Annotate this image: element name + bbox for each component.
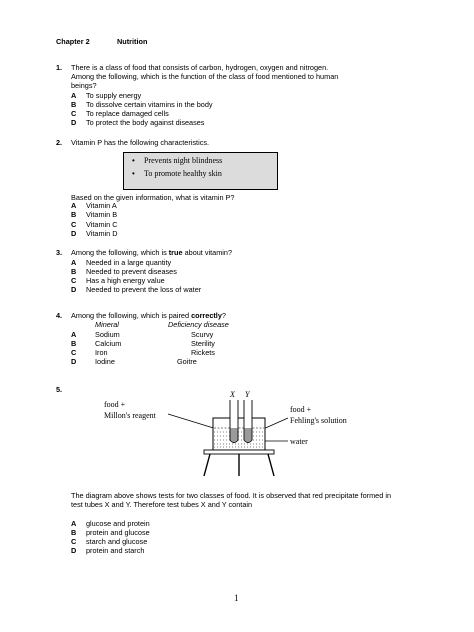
chapter-topic: Nutrition: [117, 37, 148, 46]
q1-option-letter: D: [71, 118, 77, 127]
column-header-mineral: Mineral: [95, 320, 119, 329]
q5-option-letter: B: [71, 528, 77, 537]
q1-option-letter: B: [71, 100, 77, 109]
q4-stem-text: Among the following, which is paired: [71, 311, 192, 320]
label-tube-y: Y: [245, 390, 250, 399]
question-number-3: 3.: [56, 248, 63, 257]
q4-mineral: Iron: [95, 348, 108, 357]
q4-option-letter: B: [71, 339, 77, 348]
q2-option-text: Vitamin A: [86, 201, 117, 210]
test-tube-y: [244, 400, 252, 443]
q4-disease: Rickets: [191, 348, 215, 357]
q2-option-text: Vitamin B: [86, 210, 118, 219]
question-number-5: 5.: [56, 385, 63, 394]
q2-question: Based on the given information, what is vitamin P?: [71, 193, 235, 202]
q5-option-text: protein and starch: [86, 546, 145, 555]
q5-option-letter: C: [71, 537, 77, 546]
q1-option-text: To replace damaged cells: [86, 109, 169, 118]
q4-disease: Goitre: [177, 357, 197, 366]
label-tube-x: X: [230, 390, 235, 399]
bullet-icon: •: [132, 169, 135, 178]
q3-option-letter: D: [71, 285, 77, 294]
q5-stem-line-2: test tubes X and Y. Therefore test tubes X and Y contain: [71, 500, 253, 509]
q4-disease: Sterility: [191, 339, 215, 348]
q5-option-text: protein and glucose: [86, 528, 150, 537]
q2-option-letter: A: [71, 201, 77, 210]
q4-stem-emphasis: correctly: [191, 311, 222, 320]
q1-option-letter: A: [71, 91, 77, 100]
q3-option-letter: B: [71, 267, 77, 276]
q4-option-letter: D: [71, 357, 77, 366]
q5-option-letter: D: [71, 546, 77, 555]
q3-option-text: Needed to prevent the loss of water: [86, 285, 202, 294]
label-fehlings-solution: Fehling's solution: [290, 416, 347, 425]
q2-option-letter: D: [71, 229, 77, 238]
tripod-stand: [204, 450, 274, 476]
q2-option-text: Vitamin D: [86, 229, 118, 238]
q2-stem: Vitamin P has the following characteristics.: [71, 138, 210, 147]
q3-stem-text: about vitamin?: [182, 248, 233, 257]
q2-option-letter: C: [71, 220, 77, 229]
q1-stem-line-1: There is a class of food that consists of carbon, hydrogen, oxygen and nitrogen.: [71, 63, 329, 72]
q3-option-text: Needed to prevent diseases: [86, 267, 177, 276]
q4-option-letter: A: [71, 330, 77, 339]
q3-option-text: Has a high energy value: [86, 276, 165, 285]
q4-mineral: Calcium: [95, 339, 122, 348]
q1-option-text: To dissolve certain vitamins in the body: [86, 100, 213, 109]
q5-stem-line-1: The diagram above shows tests for two classes of food. It is observed that red precipitate formed in: [71, 491, 392, 500]
label-food-right: food +: [290, 405, 312, 414]
characteristic-item: Prevents night blindness: [144, 156, 223, 165]
q4-disease: Scurvy: [191, 330, 214, 339]
chapter-label: Chapter 2: [56, 37, 90, 46]
q4-option-letter: C: [71, 348, 77, 357]
bullet-icon: •: [132, 156, 135, 165]
q4-mineral: Iodine: [95, 357, 115, 366]
page-number: 1: [234, 593, 239, 603]
q1-option-text: To protect the body against diseases: [86, 118, 205, 127]
q3-option-text: Needed in a large quantity: [86, 258, 172, 267]
characteristic-item: To promote healthy skin: [144, 169, 222, 178]
q3-stem-text: Among the following, which is: [71, 248, 169, 257]
q3-stem-emphasis: true: [168, 248, 183, 257]
water-bath-beaker: [213, 418, 265, 450]
q3-option-letter: A: [71, 258, 77, 267]
q4-stem-text: ?: [221, 311, 226, 320]
label-water: water: [290, 437, 308, 446]
question-number-2: 2.: [56, 138, 63, 147]
q2-option-letter: B: [71, 210, 77, 219]
q1-option-letter: C: [71, 109, 77, 118]
label-food-left: food +: [104, 400, 126, 409]
q1-option-text: To supply energy: [86, 91, 142, 100]
label-millons-reagent: Millon's reagent: [104, 411, 156, 420]
question-number-4: 4.: [56, 311, 63, 320]
q1-stem-line-3: beings?: [71, 81, 97, 90]
q3-option-letter: C: [71, 276, 77, 285]
q2-option-text: Vitamin C: [86, 220, 118, 229]
column-header-disease: Deficiency disease: [168, 320, 229, 329]
question-number-1: 1.: [56, 63, 63, 72]
q1-stem-line-2: Among the following, which is the function of the class of food mentioned to human: [71, 72, 339, 81]
q5-option-letter: A: [71, 519, 77, 528]
q4-mineral: Sodium: [95, 330, 120, 339]
q5-option-text: starch and glucose: [86, 537, 148, 546]
q5-option-text: glucose and protein: [86, 519, 150, 528]
test-tube-x: [230, 400, 238, 443]
